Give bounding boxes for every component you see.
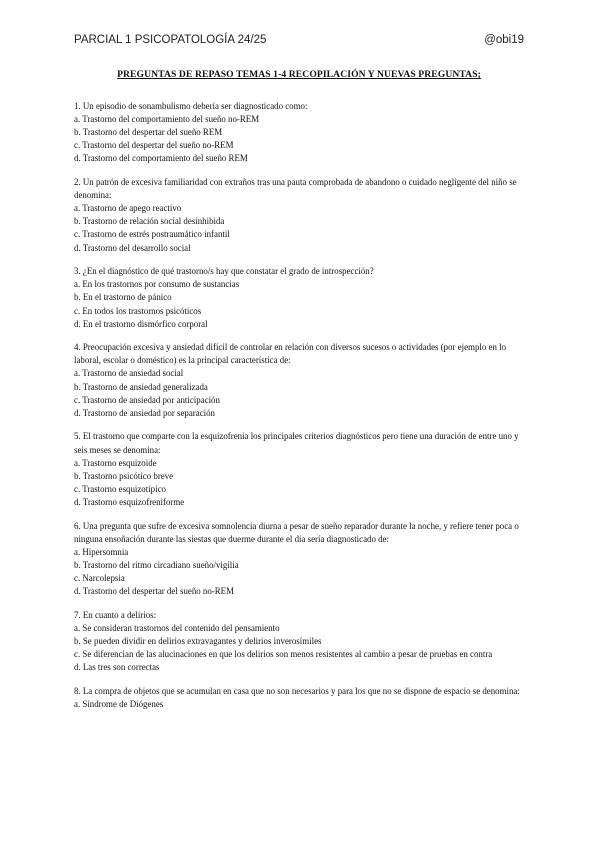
question-8 <box>74 685 524 711</box>
question-stem: 6. Una pregunta que sufre de excesiva somnolencia diurna a pesar de sueño reparador durante la noche, y refiere tener poca o ninguna ensoñación durante las siestas que duerme durante el día sería diagnosticado de: <box>74 520 519 544</box>
question-4 <box>74 341 524 420</box>
option-c: c. Trastorno de ansiedad por anticipación <box>74 394 220 405</box>
question-stem: 7. En cuanto a delirios: <box>74 609 157 620</box>
question-2 <box>74 176 524 255</box>
option-b: b. Se pueden dividir en delirios extravagantes y delirios inverosímiles <box>74 635 322 646</box>
option-a: a. En los trastornos por consumo de sustancias <box>74 279 240 290</box>
option-d: d. En el trastorno dismórfico corporal <box>74 318 208 329</box>
option-c: c. Se diferencian de las alucinaciones en que los delirios son menos resistentes al cambio a pesar de pruebas en contra <box>74 649 493 660</box>
question-list <box>74 100 524 722</box>
option-d: d. Trastorno del despertar del sueño no-REM <box>74 586 234 597</box>
header-author-handle: @obi19 <box>484 34 524 46</box>
question-1 <box>74 100 524 165</box>
question-stem: 3. ¿En el diagnóstico de qué trastorno/s hay que constatar el grado de introspección? <box>74 266 374 277</box>
option-a: a. Trastorno de apego reactivo <box>74 203 182 214</box>
option-c: c. Narcolepsia <box>74 572 125 583</box>
option-d: d. Trastorno de ansiedad por separación <box>74 407 215 418</box>
question-3 <box>74 265 524 330</box>
option-b: b. Trastorno de relación social desinhibida <box>74 216 225 227</box>
option-c: c. Trastorno del despertar del sueño no-REM <box>74 140 234 151</box>
question-stem: 5. El trastorno que comparte con la esquizofrenia los principales criterios diagnósticos pero tiene una duración de entre uno y seis meses se denomina: <box>74 431 519 455</box>
option-b: b. En el trastorno de pánico <box>74 292 172 303</box>
question-stem: 2. Un patrón de excesiva familiaridad con extraños tras una pauta comprobada de abandono o cuidado negligente del niño se denomina: <box>74 177 517 201</box>
option-a: a. Se consideran trastornos del contenido del pensamiento <box>74 622 280 633</box>
question-stem: 4. Preocupación excesiva y ansiedad difícil de controlar en relación con diversos sucesos o actividades (por ejemplo en lo laboral, escolar o doméstico) es la principal característica de: <box>74 342 507 366</box>
option-d: d. Trastorno del desarrollo social <box>74 242 191 253</box>
option-c: c. Trastorno esquizotípico <box>74 483 166 494</box>
option-d: d. Trastorno esquizofreniforme <box>74 496 185 507</box>
question-stem: 1. Un episodio de sonambulismo debería ser diagnosticado como: <box>74 101 308 111</box>
option-b: b. Trastorno de ansiedad generalizada <box>74 381 208 392</box>
question-stem: 8. La compra de objetos que se acumulan en casa que no son necesarios y para los que no se dispone de espacio se denomina: <box>74 685 520 696</box>
page-header <box>74 34 524 50</box>
document-title: PREGUNTAS DE REPASO TEMAS 1-4 RECOPILACIÓN Y NUEVAS PREGUNTAS; <box>117 69 481 80</box>
option-d: d. Las tres son correctas <box>74 662 160 673</box>
option-c: c. Trastorno de estrés postraumático infantil <box>74 229 230 240</box>
question-7 <box>74 609 524 674</box>
option-a: a. Trastorno del comportamiento del sueño no-REM <box>74 114 260 125</box>
option-d: d. Trastorno del comportamiento del sueño REM <box>74 153 248 164</box>
question-6 <box>74 520 524 599</box>
question-5 <box>74 430 524 509</box>
option-b: b. Trastorno psicótico breve <box>74 470 174 481</box>
option-b: b. Trastorno del ritmo circadiano sueño/vigilia <box>74 559 239 570</box>
option-a: a. Trastorno esquizoide <box>74 457 157 468</box>
option-b: b. Trastorno del despertar del sueño REM <box>74 127 223 138</box>
option-a: a. Hipersomnia <box>74 546 129 557</box>
option-a: a. Trastorno de ansiedad social <box>74 368 184 379</box>
header-course-title: PARCIAL 1 PSICOPATOLOGÍA 24/25 <box>74 34 267 46</box>
option-a: a. Síndrome de Diógenes <box>74 698 164 709</box>
option-c: c. En todos los trastornos psicóticos <box>74 305 202 316</box>
